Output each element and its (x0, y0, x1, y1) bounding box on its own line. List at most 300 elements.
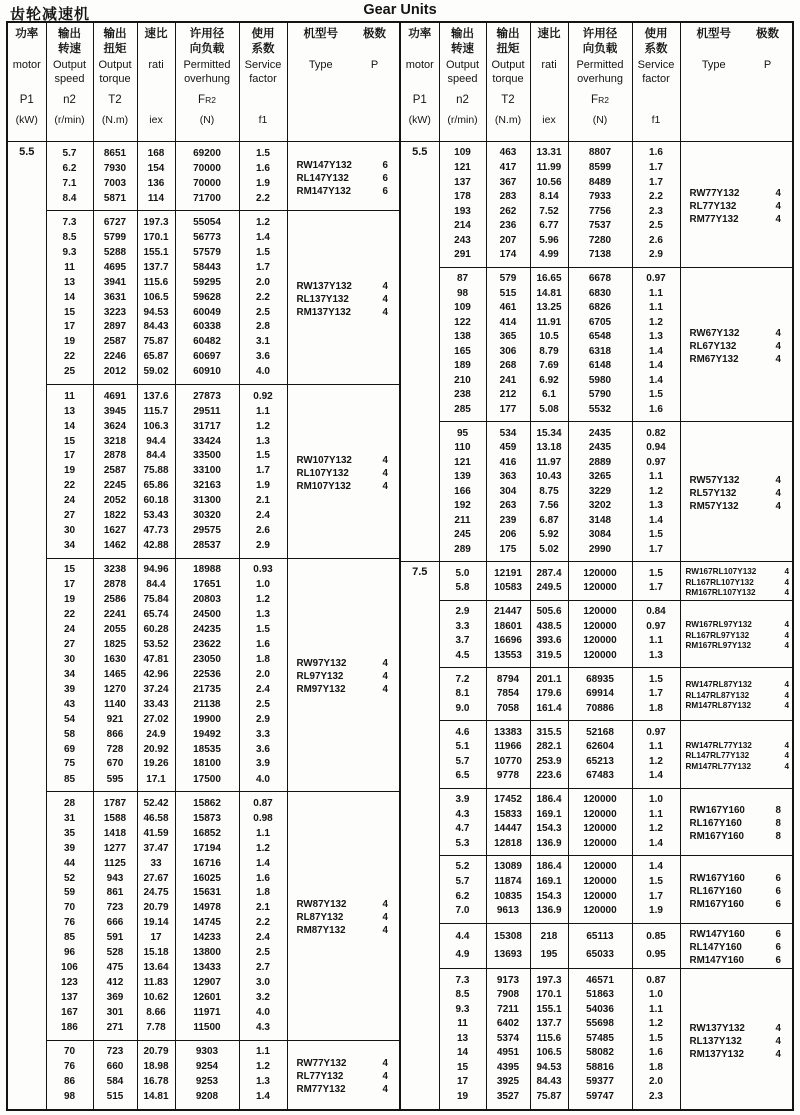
cell-speed: 85 (46, 772, 93, 792)
cell-torque: 534 (486, 422, 530, 441)
header-unit: (N.m) (494, 114, 522, 126)
tables-container (6, 21, 794, 1111)
cell-torque: 365 (486, 330, 530, 345)
cell-factor: 3.0 (239, 976, 287, 991)
cell-torque: 9778 (486, 769, 530, 788)
cell-load: 33424 (175, 434, 239, 449)
cell-factor: 1.7 (239, 464, 287, 479)
cell-speed: 15 (46, 434, 93, 449)
cell-ratio: 114 (137, 191, 175, 211)
cell-torque: 723 (93, 1040, 137, 1060)
cell-torque: 212 (486, 388, 530, 403)
type-entry (681, 641, 793, 652)
cell-load: 120000 (568, 562, 632, 581)
cell-speed: 6.5 (439, 769, 486, 788)
cell-factor: 1.2 (239, 419, 287, 434)
table-row (400, 969, 793, 988)
cell-load: 8807 (568, 142, 632, 161)
cell-factor: 4.0 (239, 1005, 287, 1020)
cell-factor: 1.5 (632, 388, 680, 403)
type-list (288, 898, 400, 937)
cell-factor: 1.7 (239, 260, 287, 275)
header-symbol: P1 (412, 94, 427, 106)
cell-speed: 121 (439, 455, 486, 470)
type-entry (681, 353, 793, 366)
cell-speed: 69 (46, 742, 93, 757)
cell-speed: 122 (439, 315, 486, 330)
cell-torque: 2878 (93, 449, 137, 464)
cell-speed: 22 (46, 350, 93, 365)
type-name: RL147Y160 (689, 942, 742, 954)
cell-load: 5980 (568, 373, 632, 388)
cell-load: 9303 (175, 1040, 239, 1060)
cell-load: 62604 (568, 740, 632, 755)
type-entry (681, 898, 793, 911)
cell-speed: 210 (439, 373, 486, 388)
header-symbol (240, 87, 287, 113)
cell-ratio: 6.1 (530, 388, 568, 403)
header-zh: 输出 转速 (451, 28, 474, 55)
cell-torque: 3223 (93, 305, 137, 320)
type-name: RW167RL107Y132 (685, 567, 757, 577)
cell-ratio: 7.78 (137, 1020, 175, 1040)
cell-speed: 8.4 (46, 191, 93, 211)
cell-load: 9253 (175, 1075, 239, 1090)
cell-load: 18988 (175, 558, 239, 578)
page-header (0, 0, 800, 21)
cell-load: 67483 (568, 769, 632, 788)
cell-ratio: 52.42 (137, 792, 175, 812)
cell-torque: 943 (93, 871, 137, 886)
cell-ratio: 106.5 (530, 1046, 568, 1061)
cell-load: 5790 (568, 388, 632, 403)
header-zh: 输出 扭矩 (496, 28, 520, 55)
cell-factor: 2.5 (239, 697, 287, 712)
cell-factor: 2.2 (239, 290, 287, 305)
table-row (7, 1040, 400, 1060)
header-symbol: F R2 (198, 94, 216, 106)
cell-speed: 7.0 (439, 904, 486, 923)
type-entry (681, 200, 793, 213)
cell-speed: 19 (46, 593, 93, 608)
cell-speed: 5.2 (439, 856, 486, 875)
cell-factor: 1.2 (239, 1060, 287, 1075)
cell-speed: 76 (46, 916, 93, 931)
cell-speed: 3.7 (439, 634, 486, 649)
cell-load: 29575 (175, 524, 239, 539)
type-entry (288, 657, 400, 670)
cell-speed: 8.1 (439, 687, 486, 702)
cell-ratio: 20.92 (137, 742, 175, 757)
cell-speed: 17 (46, 320, 93, 335)
header-en: motor (12, 59, 41, 71)
cell-load: 65033 (568, 946, 632, 969)
cell-factor: 1.3 (632, 649, 680, 668)
cell-ratio: 8.66 (137, 1005, 175, 1020)
cell-factor: 2.6 (239, 524, 287, 539)
cell-factor: 2.5 (239, 305, 287, 320)
cell-factor: 1.4 (632, 359, 680, 374)
cell-torque: 11966 (486, 740, 530, 755)
type-entry (681, 817, 793, 830)
type-name: RW77Y132 (296, 1058, 347, 1070)
cell-ratio: 75.84 (137, 593, 175, 608)
cell-factor: 0.92 (239, 385, 287, 405)
pole-count: 6 (382, 172, 388, 184)
cell-load: 60049 (175, 305, 239, 320)
cell-ratio: 94.53 (137, 305, 175, 320)
cell-factor: 3.2 (239, 990, 287, 1005)
cell-ratio: 37.47 (137, 841, 175, 856)
cell-torque: 1630 (93, 653, 137, 668)
header-symbol: T2 (108, 94, 122, 106)
type-entry (288, 185, 400, 198)
cell-speed: 70 (46, 1040, 93, 1060)
header-unit: (r/min) (447, 114, 478, 126)
cell-load: 120000 (568, 856, 632, 875)
cell-torque: 1822 (93, 509, 137, 524)
cell-torque: 414 (486, 315, 530, 330)
cell-load: 12907 (175, 976, 239, 991)
type-name: RM167RL107Y132 (685, 588, 756, 598)
cell-speed: 137 (46, 990, 93, 1005)
cell-torque: 1277 (93, 841, 137, 856)
cell-torque: 1140 (93, 697, 137, 712)
cell-speed: 98 (46, 1090, 93, 1110)
cell-torque: 8794 (486, 668, 530, 687)
table-row (400, 923, 793, 946)
cell-speed: 2.9 (439, 600, 486, 619)
cell-factor: 1.4 (632, 514, 680, 529)
cell-torque: 3945 (93, 404, 137, 419)
type-name: RM147Y160 (689, 955, 744, 967)
cell-factor: 0.87 (239, 792, 287, 812)
pole-count: 4 (784, 641, 789, 651)
type-name: RM97Y132 (296, 684, 346, 696)
pole-count: 4 (382, 658, 388, 670)
cell-ratio: 11.99 (530, 161, 568, 176)
cell-torque: 12191 (486, 562, 530, 581)
cell-factor: 1.6 (632, 1046, 680, 1061)
cell-load: 14978 (175, 901, 239, 916)
cell-load: 13433 (175, 961, 239, 976)
cell-ratio: 15.34 (530, 422, 568, 441)
cell-load: 18535 (175, 742, 239, 757)
cell-factor: 1.1 (632, 740, 680, 755)
cell-factor: 2.2 (632, 190, 680, 205)
table-row (400, 422, 793, 441)
header-unit: (kW) (408, 114, 431, 126)
cell-load: 2435 (568, 422, 632, 441)
header-unit: (N) (199, 114, 215, 126)
cell-factor: 1.5 (632, 668, 680, 687)
type-name: RW147RL77Y132 (685, 740, 752, 750)
cell-ratio: 10.56 (530, 175, 568, 190)
cell-torque: 367 (486, 175, 530, 190)
col-header-torque (486, 22, 530, 142)
cell-speed: 189 (439, 359, 486, 374)
cell-factor: 1.7 (632, 161, 680, 176)
type-entry (681, 741, 793, 752)
type-entry (288, 172, 400, 185)
type-cell (680, 788, 793, 855)
page-title-english: Gear Units (363, 2, 437, 18)
cell-load: 68935 (568, 668, 632, 687)
table-body (400, 142, 793, 1111)
cell-torque: 2587 (93, 464, 137, 479)
cell-factor: 2.7 (239, 961, 287, 976)
cell-torque: 670 (93, 757, 137, 772)
cell-torque: 9173 (486, 969, 530, 988)
cell-factor: 0.84 (632, 600, 680, 619)
cell-factor: 1.4 (632, 344, 680, 359)
cell-factor: 1.0 (632, 988, 680, 1003)
cell-speed: 39 (46, 682, 93, 697)
cell-speed: 7.3 (439, 969, 486, 988)
cell-torque: 2055 (93, 623, 137, 638)
cell-ratio: 42.96 (137, 668, 175, 683)
type-list (681, 620, 793, 652)
cell-torque: 175 (486, 543, 530, 562)
type-list (681, 928, 793, 967)
type-name: RM147Y132 (296, 185, 351, 197)
cell-load: 120000 (568, 788, 632, 807)
cell-torque: 2012 (93, 365, 137, 385)
cell-load: 58082 (568, 1046, 632, 1061)
cell-load: 14745 (175, 916, 239, 931)
type-name: RL147RL77Y132 (685, 751, 750, 761)
pole-count: 4 (382, 1084, 388, 1096)
cell-torque: 461 (486, 301, 530, 316)
cell-load: 19900 (175, 712, 239, 727)
header-en: Permitted overhung (183, 59, 231, 85)
cell-load: 16025 (175, 871, 239, 886)
cell-load: 6705 (568, 315, 632, 330)
cell-speed: 167 (46, 1005, 93, 1020)
cell-factor: 2.9 (239, 712, 287, 727)
cell-torque: 306 (486, 344, 530, 359)
cell-torque: 515 (93, 1090, 137, 1110)
cell-torque: 4691 (93, 385, 137, 405)
header-unit: f1 (651, 114, 661, 126)
cell-speed: 5.7 (439, 754, 486, 769)
header-zh: 使用 系数 (644, 28, 668, 55)
cell-load: 16852 (175, 826, 239, 841)
cell-load: 19492 (175, 727, 239, 742)
cell-load: 7756 (568, 204, 632, 219)
pole-count: 4 (382, 454, 388, 466)
cell-factor: 2.0 (239, 275, 287, 290)
cell-speed: 5.3 (439, 836, 486, 855)
cell-torque: 5374 (486, 1032, 530, 1047)
cell-load: 120000 (568, 581, 632, 600)
cell-factor: 2.3 (632, 204, 680, 219)
cell-speed: 14 (439, 1046, 486, 1061)
type-entry (681, 187, 793, 200)
cell-factor: 1.3 (632, 499, 680, 514)
col-header-load (568, 22, 632, 142)
cell-speed: 137 (439, 175, 486, 190)
type-cell (287, 211, 400, 385)
pole-count: 4 (775, 327, 781, 339)
type-cell (680, 267, 793, 422)
header-unit: f1 (258, 114, 268, 126)
cell-factor: 0.95 (632, 946, 680, 969)
pole-count: 6 (775, 872, 781, 884)
type-entry (681, 340, 793, 353)
type-header-label: 机型号 Type (303, 28, 338, 71)
type-entry (288, 1057, 400, 1070)
cell-ratio: 75.87 (530, 1090, 568, 1110)
cell-load: 58816 (568, 1061, 632, 1076)
cell-speed: 15 (439, 1061, 486, 1076)
type-cell (287, 385, 400, 559)
cell-factor: 1.5 (239, 449, 287, 464)
cell-load: 60697 (175, 350, 239, 365)
cell-load: 6548 (568, 330, 632, 345)
cell-ratio: 315.5 (530, 721, 568, 740)
cell-load: 24235 (175, 623, 239, 638)
cell-ratio: 136 (137, 176, 175, 191)
header-en: Permitted overhung (576, 59, 624, 85)
cell-torque: 12818 (486, 836, 530, 855)
cell-torque: 10835 (486, 889, 530, 904)
cell-factor: 1.4 (239, 231, 287, 246)
type-cell (680, 600, 793, 667)
cell-factor: 0.85 (632, 923, 680, 946)
cell-torque: 723 (93, 901, 137, 916)
cell-factor: 0.97 (632, 455, 680, 470)
cell-load: 65213 (568, 754, 632, 769)
cell-ratio: 8.14 (530, 190, 568, 205)
cell-speed: 165 (439, 344, 486, 359)
cell-load: 71700 (175, 191, 239, 211)
cell-load: 6826 (568, 301, 632, 316)
type-cell (680, 856, 793, 923)
cell-load: 3265 (568, 470, 632, 485)
pole-count: 4 (775, 340, 781, 352)
type-entry (288, 480, 400, 493)
cell-torque: 417 (486, 161, 530, 176)
cell-factor: 1.7 (632, 581, 680, 600)
cell-factor: 3.9 (239, 757, 287, 772)
cell-ratio: 155.1 (137, 245, 175, 260)
cell-ratio: 4.99 (530, 248, 568, 267)
cell-factor: 1.1 (632, 286, 680, 301)
cell-load: 54036 (568, 1003, 632, 1018)
cell-speed: 14 (46, 290, 93, 305)
type-entry (681, 588, 793, 599)
cell-ratio: 7.69 (530, 359, 568, 374)
cell-load: 120000 (568, 822, 632, 837)
cell-torque: 475 (93, 961, 137, 976)
header-symbol: n2 (456, 94, 469, 106)
cell-torque: 174 (486, 248, 530, 267)
col-header-factor (632, 22, 680, 142)
cell-speed: 211 (439, 514, 486, 529)
cell-load: 16716 (175, 856, 239, 871)
cell-ratio: 16.65 (530, 267, 568, 286)
cell-speed: 123 (46, 976, 93, 991)
cell-factor: 1.2 (632, 822, 680, 837)
cell-factor: 0.87 (632, 969, 680, 988)
header-en: Output torque (491, 59, 525, 85)
cell-load: 17194 (175, 841, 239, 856)
cell-factor: 0.98 (239, 811, 287, 826)
header-zh: 速比 (144, 28, 168, 40)
type-name: RL97Y132 (296, 671, 344, 683)
cell-load: 57579 (175, 245, 239, 260)
cell-speed: 34 (46, 539, 93, 559)
pole-count: 4 (784, 567, 789, 577)
cell-speed: 52 (46, 871, 93, 886)
cell-torque: 268 (486, 359, 530, 374)
cell-speed: 4.4 (439, 923, 486, 946)
cell-ratio: 137.7 (530, 1017, 568, 1032)
cell-torque: 2587 (93, 335, 137, 350)
cell-load: 21735 (175, 682, 239, 697)
cell-ratio: 249.5 (530, 581, 568, 600)
cell-speed: 14 (46, 419, 93, 434)
cell-ratio: 75.88 (137, 464, 175, 479)
cell-torque: 1588 (93, 811, 137, 826)
cell-ratio: 155.1 (530, 1003, 568, 1018)
type-name: RL107Y132 (296, 467, 349, 479)
table-row (7, 142, 400, 162)
cell-ratio: 65.87 (137, 350, 175, 365)
cell-ratio: 16.78 (137, 1075, 175, 1090)
cell-ratio: 75.87 (137, 335, 175, 350)
cell-ratio: 179.6 (530, 687, 568, 702)
cell-factor: 2.4 (239, 931, 287, 946)
power-cell: 7.5 (400, 562, 439, 1110)
cell-ratio: 20.79 (137, 1040, 175, 1060)
cell-torque: 15308 (486, 923, 530, 946)
type-name: RL167RL97Y132 (685, 630, 750, 640)
pole-count: 6 (382, 159, 388, 171)
cell-torque: 10583 (486, 581, 530, 600)
table-row (400, 142, 793, 161)
type-cell (680, 562, 793, 600)
cell-factor: 1.6 (239, 638, 287, 653)
cell-ratio: 33 (137, 856, 175, 871)
cell-factor: 1.4 (239, 1090, 287, 1110)
header-symbol (633, 87, 680, 113)
col-header-ratio (137, 22, 175, 142)
cell-factor: 1.4 (239, 856, 287, 871)
cell-load: 7537 (568, 219, 632, 234)
cell-factor: 1.2 (239, 841, 287, 856)
cell-torque: 283 (486, 190, 530, 205)
cell-speed: 186 (46, 1020, 93, 1040)
type-name: RL57Y132 (689, 488, 737, 500)
type-list (681, 680, 793, 712)
cell-ratio: 115.6 (530, 1032, 568, 1047)
cell-torque: 6402 (486, 1017, 530, 1032)
cell-factor: 1.9 (239, 479, 287, 494)
type-name: RM167Y160 (689, 831, 744, 843)
cell-load: 60910 (175, 365, 239, 385)
header-symbol: F R2 (591, 94, 609, 106)
cell-ratio: 14.81 (137, 1090, 175, 1110)
cell-speed: 15 (46, 305, 93, 320)
cell-ratio: 137.6 (137, 385, 175, 405)
type-cell (287, 142, 400, 211)
cell-torque: 2878 (93, 578, 137, 593)
type-name: RM57Y132 (689, 501, 739, 513)
cell-load: 60338 (175, 320, 239, 335)
col-header-type (680, 22, 793, 142)
